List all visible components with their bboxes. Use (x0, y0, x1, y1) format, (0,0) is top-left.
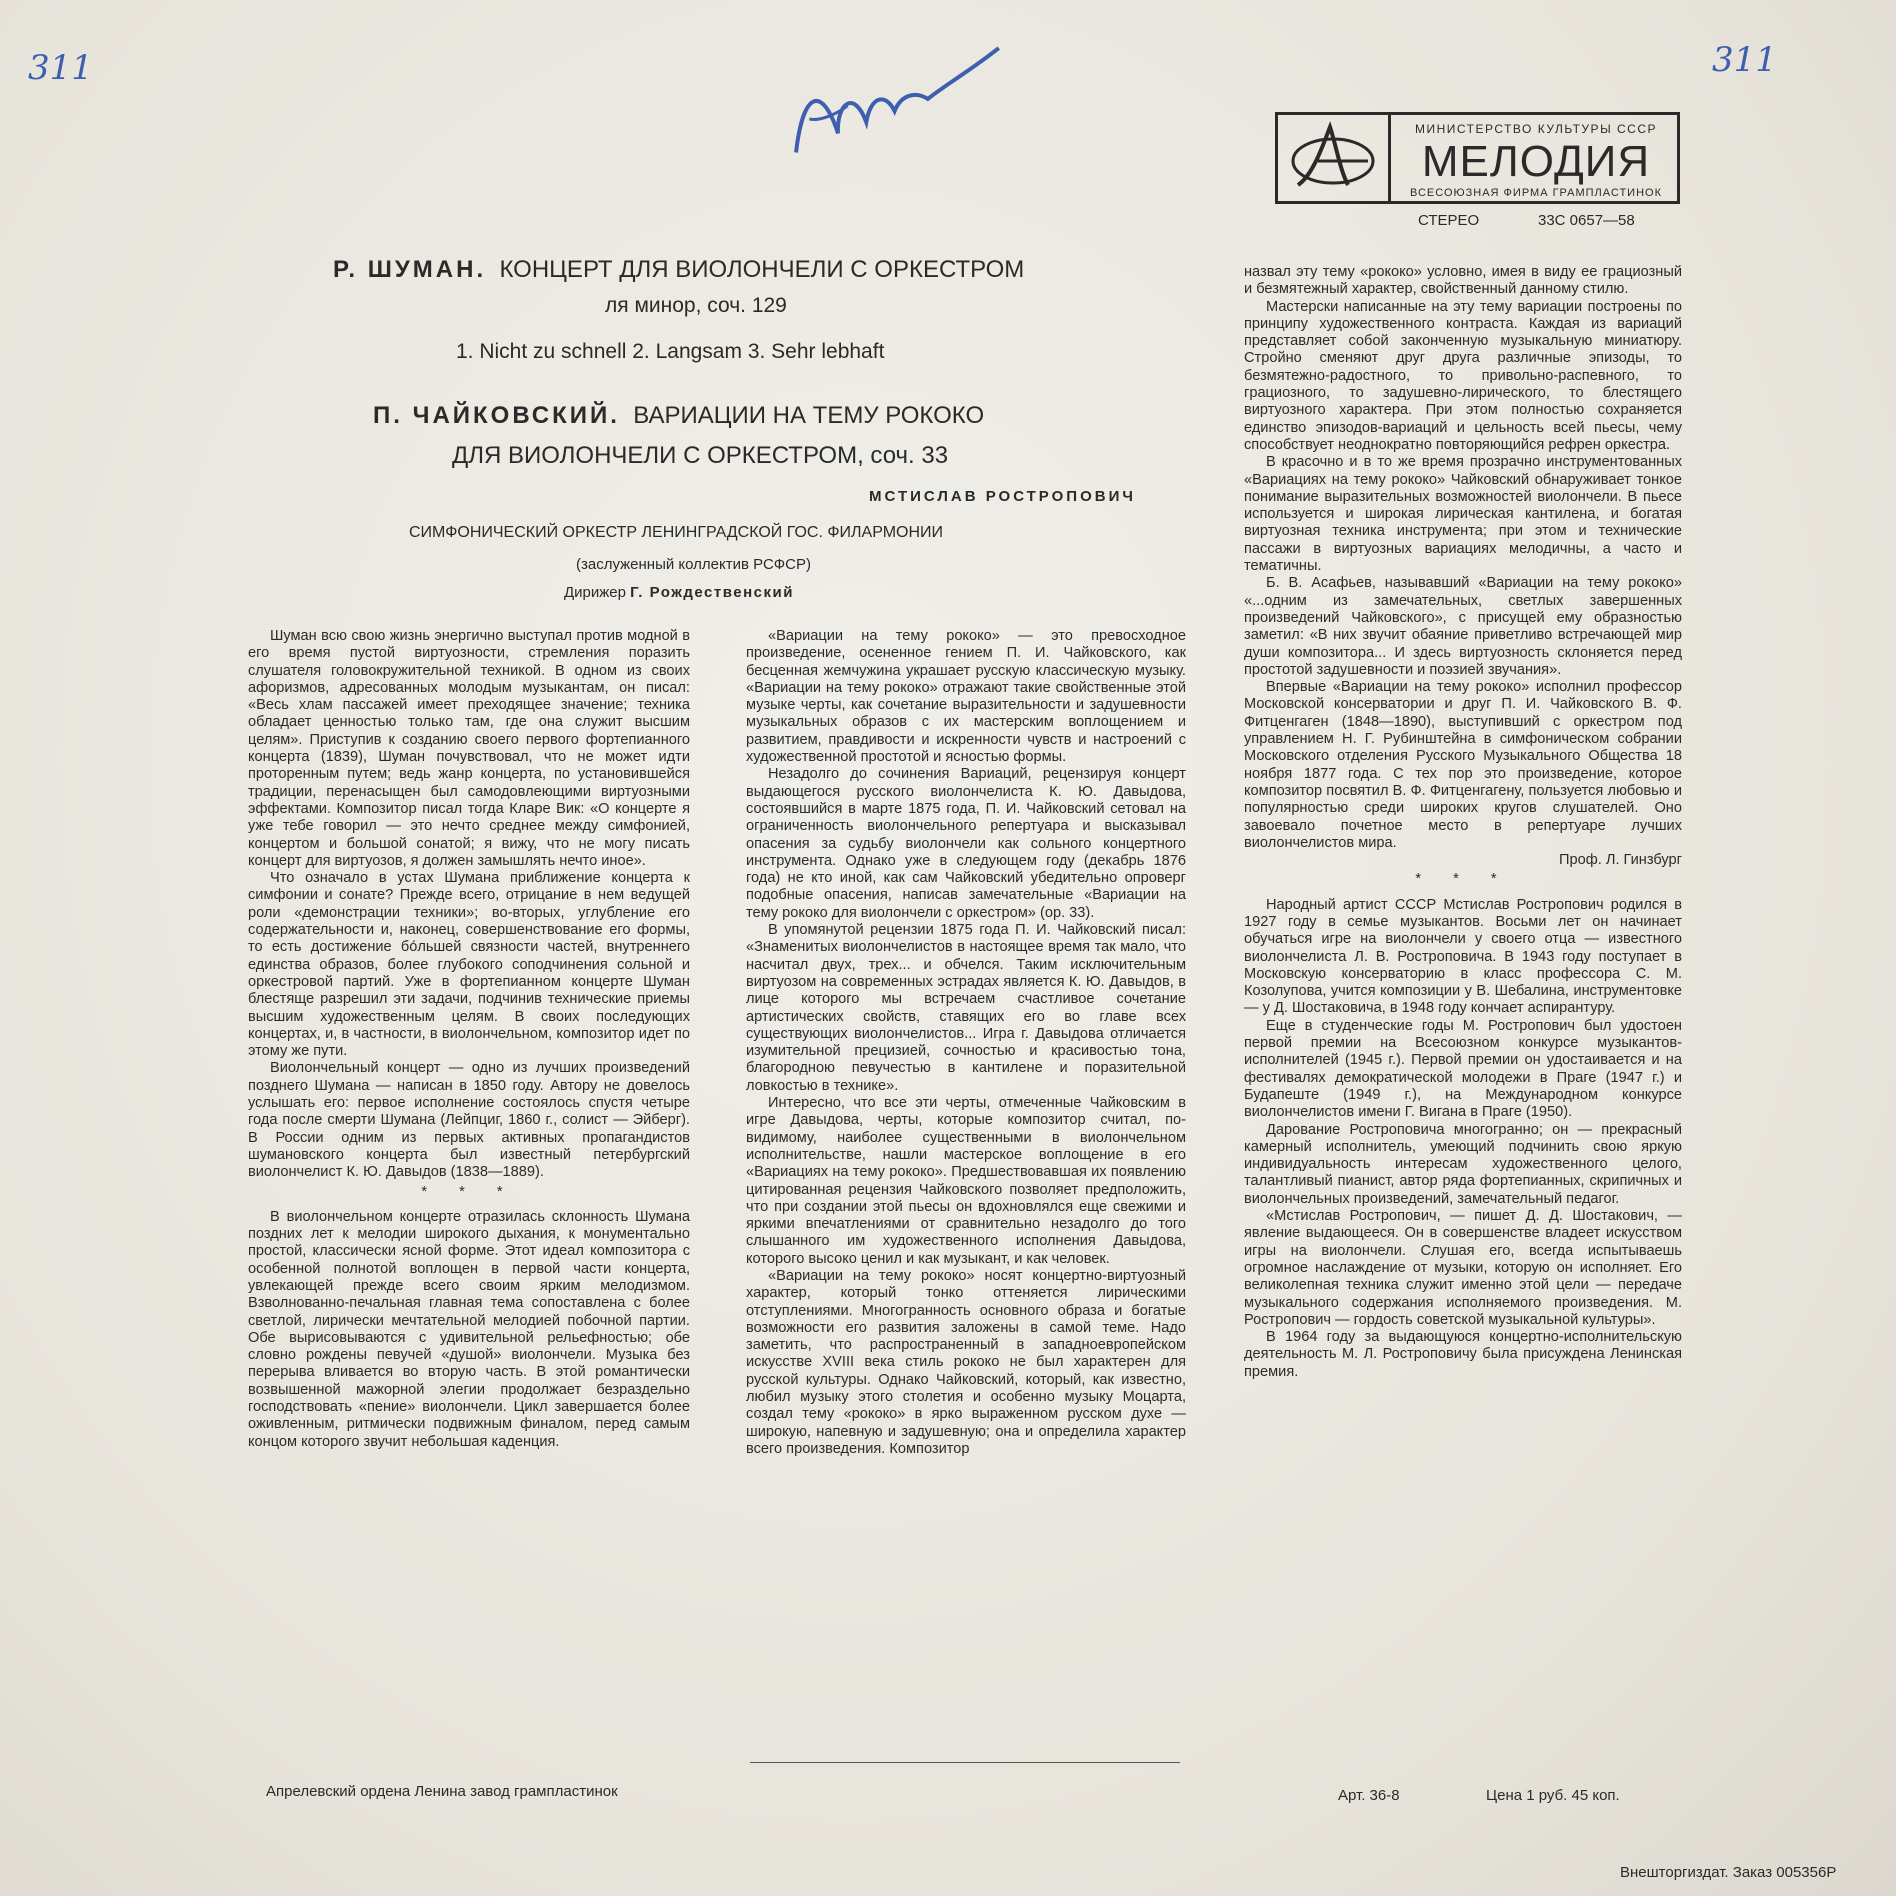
work-key: ля минор, соч. 129 (605, 294, 787, 317)
paragraph: Шуман всю свою жизнь энергично выступал против модной в его время пустой виртуозности, стремления поразить слушателя головокружительной техникой. В одном из своих афоризмов, адресованных молодым музыкантам, он писал: «Весь хлам пассажей имеет преходящее значение; техника обладает ценностью только там, где она служит высшим целям». Приступив к созданию своего первого фортепианного концерта (1839), Шуман почувствовал, что не может идти проторенным путем; ведь жанр концерта, по установившейся традиции, перенасыщен был самодовлеющими виртуозными эффектами. Композитор писал тогда Кларе Вик: «О концерте я уже тебе говорил — это нечто среднее между симфонией, концертом и большой сонатой; я вижу, что не могу писать концерт для виртуозов, я должен замышлять нечто иное». (248, 628, 690, 869)
paragraph: назвал эту тему «рококо» условно, имея в виду ее грациозный и безмятежный характер, свойственный данному стилю. (1244, 264, 1682, 298)
handwritten-signature (772, 36, 1029, 189)
brand-name: МЕЛОДИЯ (1421, 137, 1651, 186)
signature-icon (772, 36, 1025, 174)
work-tchaikovsky-line2: ДЛЯ ВИОЛОНЧЕЛИ С ОРКЕСТРОМ, соч. 33 (452, 442, 949, 469)
movements: 1. Nicht zu schnell 2. Langsam 3. Sehr lebhaft (456, 340, 885, 363)
paragraph: «Мстислав Ростропович, — пишет Д. Д. Шостакович, — явление выдающееся. Он в совершенстве владеет искусством игры на виолончели. Слушая его, всегда испытываешь огромное наслаждение от музыки, которую он исполняет. Его великолепная техника служит именно этой цели — передаче музыкального содержания исполняемого произведения. М. Ростропович — гордость советской музыкальной культуры». (1244, 1208, 1682, 1328)
paragraph: Мастерски написанные на эту тему вариации построены по принципу художественного контраста. Каждая из вариаций представляет собой законченную музыкальную миниатюру. Стройно сменяют друг друга различные эпизоды, то безмятежно-радостного, то привольно-распевного, то грациозного, то задушевно-лирического, то блестящего виртуозного характера. При этом полностью сохраняется единство эпизодов-вариаций и цельность всей пьесы, чему способствует неоднократно повторяющийся рефрен оркестра. (1244, 298, 1682, 453)
ministry-label: МИНИСТЕРСТВО КУЛЬТУРЫ СССР (1414, 122, 1658, 136)
paragraph: В 1964 году за выдающуюся концертно-исполнительскую деятельность М. Л. Ростроповичу была присуждена Ленинская премия. (1244, 1329, 1682, 1380)
column-3 (1244, 264, 1682, 1381)
paragraph: Б. В. Асафьев, называвший «Вариации на тему рококо» «...одним из замечательных, светлых завершенных произведений Чайковского», с присущей ему образностью заметил: «В них звучит обаяние приветливо встречающей мир души композитора... И здесь виртуозность склоняется перед простотой задушевности и поэзией звучания». (1244, 575, 1682, 678)
paragraph: Что означало в устах Шумана приближение концерта к симфонии и сонате? Прежде всего, отрицание в нем ведущей роли «демонстрации техники»; во-вторых, углубление его содержательности и, наконец, совершенствование его формы, то есть достижение бо́льшей связности частей, внутреннего единства образов, более глубокого соподчинения сольной и оркестровой партий. Уже в фортепианном концерте Шуман блестяще разрешил эти задачи, подчинив технические приемы высшим художественным целям. В своих последующих концертах, и, в частности, в виолончельном, композитор идет по этому же пути. (248, 870, 690, 1060)
handwritten-number-right: 311 (1712, 40, 1777, 80)
handwritten-number-left: 311 (28, 48, 93, 88)
melodiya-emblem-icon (1278, 115, 1391, 201)
orchestra: СИМФОНИЧЕСКИЙ ОРКЕСТР ЛЕНИНГРАДСКОЙ ГОС. ФИЛАРМОНИИ (409, 524, 944, 541)
conductor-label: Дирижер (564, 584, 626, 601)
composer-schumann: Р. ШУМАН. (333, 256, 487, 283)
conductor-name: Г. Рождественский (630, 584, 794, 601)
plant-name: Апрелевский ордена Ленина завод грампластинок (266, 1783, 618, 1800)
orchestra-note: (заслуженный коллектив РСФСР) (576, 556, 812, 573)
paragraph: В упомянутой рецензии 1875 года П. И. Чайковский писал: «Знаменитых виолончелистов в настоящее время так мало, что насчитал двух, трех... и обчелся. Таким исключительным виртуозом на современных эстрадах является К. Ю. Давыдов, в лице которого мы встречаем счастливое сочетание артистических свойств, ставящих его во главе всех существующих виолончелистов... Игра г. Давыдова отличается изумительной прецизией, сочностью и красивостью тона, благородною певучестью в кантилене и поразительной ловкостью в технике». (746, 922, 1186, 1094)
separator: * * * (421, 1183, 517, 1200)
melodiya-logo (1275, 112, 1680, 204)
paragraph: В красочно и в то же время прозрачно инструментованных «Вариациях на тему рококо» Чайковский обнаруживает тонкое понимание выразительных возможностей виолончели. В пьесе используется и широкая лирическая кантилена, и богатая виртуозная техника инструмента; при этом и технические пассажи в виртуозных вариациях мелодичны, а часто и тематичны. (1244, 454, 1682, 575)
paragraph: Незадолго до сочинения Вариаций, рецензируя концерт выдающегося русского виолончелиста К. Ю. Давыдова, состоявшийся в марте 1875 года, П. И. Чайковский сетовал на ограниченность виолончельного репертуара и высказывал опасения за судьбу виолончели как сольного концертного инструмента. Однако уже в следующем году (декабрь 1876 года) не кто иной, как сам Чайковский убедительно опроверг подобные опасения, написав замечательные «Вариации на тему рококо для виолончели с оркестром» (ор. 33). (746, 766, 1186, 921)
paragraph: Дарование Ростроповича многогранно; он — прекрасный камерный исполнитель, умеющий подчинить свою яркую индивидуальность интересам художественного целого, талантливый пианист, автор ряда фортепианных, скрипичных и виолончельных произведений, замечательный педагог. (1244, 1121, 1682, 1207)
paragraph: Виолончельный концерт — одно из лучших произведений позднего Шумана — написан в 1850 году. Автору не довелось услышать его: первое исполнение состоялось спустя четыре года после смерти Шумана (Лейпциг, 1860 г., солист — Эйберг). В России одним из первых активных пропагандистов шумановского концерта был известный петербургский виолончелист К. Ю. Давыдов (1838—1889). (248, 1060, 690, 1181)
column-2 (746, 628, 1186, 1458)
paragraph: В виолончельном концерте отразилась склонность Шумана поздних лет к мелодии широкого дыхания, к монументально простой, классически ясной форме. Этот идеал композитора с особенной полнотой воплощен в первой части концерта, увлекающей прежде всего своим ярким мелодизмом. Взволнованно-печальная главная тема сопоставлена с более светлой, лирически мечтательной мелодией побочной партии. Обе вырисовываются с удивительной рельефностью; обе словно рождены певучей «душой» виолончели. Музыка без перерыва вливается во вторую часть. В этой романтически возвышенной мажорной элегии продолжает безраздельно господствовать «пение» виолончели. Цикл завершается более оживленным, ритмически подвижным финалом, перед самым концом которого звучит небольшая каденция. (248, 1208, 690, 1450)
signature-ginzburg: Проф. Л. Гинзбург (1559, 852, 1682, 869)
title-line-2 (373, 402, 984, 430)
title-line-1 (333, 256, 1024, 284)
column-1 (248, 628, 690, 1451)
article-number: Арт. 36-8 (1338, 1787, 1400, 1804)
work-schumann: КОНЦЕРТ ДЛЯ ВИОЛОНЧЕЛИ С ОРКЕСТРОМ (499, 256, 1025, 283)
price: Цена 1 руб. 45 коп. (1486, 1787, 1620, 1804)
work-tchaikovsky: ВАРИАЦИИ НА ТЕМУ РОКОКО (633, 402, 985, 429)
paragraph: Еще в студенческие годы М. Ростропович был удостоен первой премии на Всесоюзном конкурсе музыкантов-исполнителей (1945 г.). Первой премии он удостаивается и на фестивалях демократической молодежи в Праге (1947 г.) и Будапеште (1949 г.), на Международном конкурсе виолончелистов имени Г. Вигана в Праге (1950). (1244, 1017, 1682, 1121)
paragraph: Интересно, что все эти черты, отмеченные Чайковским в игре Давыдова, черты, которые композитор считал, по-видимому, наиболее существенными в виолончельном исполнительстве, нашли мастерское воплощение в его «Вариациях на тему рококо». Предшествовавшая их появлению цитированная рецензия Чайковского позволяет предположить, что при создании этой пьесы он вдохновлялся еще свежими и яркими впечатлениями от сравнительно незадолго до того слышанного им художественного исполнения Давыдова, которого высоко ценил и как музыкант, и как человек. (746, 1095, 1186, 1267)
paragraph: Народный артист СССР Мстислав Ростропович родился в 1927 году в семье музыкантов. Восьми лет он начинает обучаться игре на виолончели у своего отца — известного виолончелиста Л. В. Ростроповича. В 1943 году поступает в Московскую консерваторию в класс профессора С. М. Козолупова, учится композиции у В. Шебалина, инструментовке — у Д. Шостаковича, в 1948 году кончает аспирантуру. (1244, 896, 1682, 1017)
order-number: Внешторгиздат. Заказ 005356Р (1620, 1864, 1837, 1881)
soloist: МСТИСЛАВ РОСТРОПОВИЧ (869, 488, 1136, 505)
company-label: ВСЕСОЮЗНАЯ ФИРМА ГРАМПЛАСТИНОК (1410, 187, 1662, 199)
paragraph: «Вариации на тему рококо» носят концертно-виртуозный характер, который тонко оттеняется лирическими отступлениями. Многогранность основного образа и богатые возможности его развития заложены в самой теме. Надо заметить, что распространенный в западноевропейском искусстве XVIII века стиль рококо не был характерен для русской культуры. Однако Чайковский, который, как известно, любил музыку этого столетия и особенно музыку Моцарта, создал тему «рококо» в ярко выраженном русском духе — широкую, напевную и задушевную; она и определила характер всего произведения. Композитор (746, 1267, 1186, 1457)
composer-tchaikovsky: П. ЧАЙКОВСКИЙ. (373, 402, 620, 429)
footer-divider (750, 1762, 1180, 1763)
paragraph: «Вариации на тему рококо» — это превосходное произведение, осененное гением П. И. Чайковского, как бесценная жемчужина украшает русскую классическую музыку. «Вариации на тему рококо» отражают такие свойственные этой музыке черты, как сочетание выразительности и задушевности музыкальных образов с их мастерским воплощением и развитием, правдивости и искренности чувств и настроений с художественной простотой и ясностью формы. (746, 628, 1186, 766)
paragraph: Впервые «Вариации на тему рококо» исполнил профессор Московской консерватории и друг П. И. Чайковского В. Ф. Фитценгаген (1848—1890), выступивший с оркестром под управлением Н. Г. Рубинштейна в симфоническом собрании Московского отделения Русского Музыкального Общества 18 ноября 1877 года. С тех пор это произведение, которое композитор посвятил В. Ф. Фитценгагену, пользуется любовью и популярностью среди широких кругов слушателей. Оно завоевало почетное место в репертуаре лучших виолончелистов мира. (1244, 679, 1682, 851)
separator: * * * (1415, 871, 1511, 888)
catalog-number: 33С 0657—58 (1538, 212, 1635, 229)
conductor (564, 584, 794, 601)
stereo-label: СТЕРЕО (1418, 212, 1480, 229)
